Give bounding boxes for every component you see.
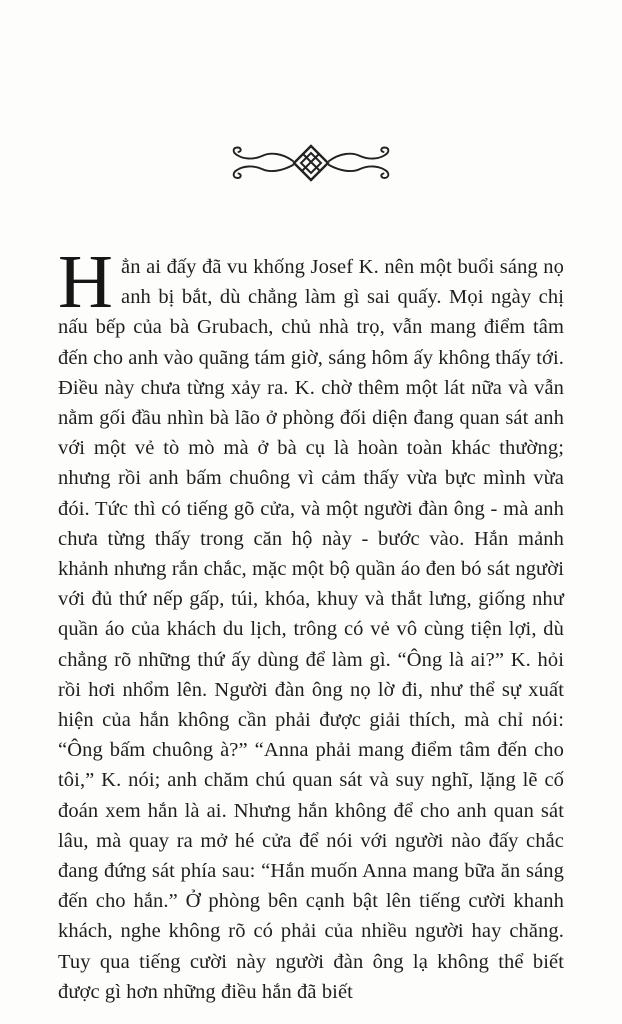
body-text: [58, 240, 564, 1007]
fleuron-icon: [222, 140, 400, 186]
fleuron-ornament: [0, 0, 622, 188]
drop-cap: H: [58, 240, 113, 324]
body-paragraph: ẳn ai đấy đã vu khống Josef K. nên một buổi sáng nọ anh bị bắt, dù chẳng làm gì sai quấy. Mọi ngày chị nấu bếp của bà Grubach, chủ nhà trọ, vẫn mang điểm tâm đến cho anh vào quãng tám giờ, sáng hôm ấy không thấy tới. Điều này chưa từng xảy ra. K. chờ thêm một lát nữa và vẫn nằm gối đầu nhìn bà lão ở phòng đối diện đang quan sát anh với một vẻ tò mò mà ở bà cụ là hoàn toàn khác thường; nhưng rồi anh bấm chuông vì cảm thấy vừa bực mình vừa đói. Tức thì có tiếng gõ cửa, và một người đàn ông - mà anh chưa từng thấy trong căn hộ này - bước vào. Hắn mảnh khảnh nhưng rắn chắc, mặc một bộ quần áo đen bó sát người với đủ thứ nếp gấp, túi, khóa, khuy và thắt lưng, giống như quần áo của khách du lịch, trông có vẻ vô cùng tiện lợi, dù chẳng rõ những thứ ấy dùng để làm gì. “Ông là ai?” K. hỏi rồi hơi nhổm lên. Người đàn ông nọ lờ đi, như thể sự xuất hiện của hắn không cần phải được giải thích, mà chỉ nói: “Ông bấm chuông à?” “Anna phải mang điểm tâm đến cho tôi,” K. nói; anh chăm chú quan sát và suy nghĩ, lặng lẽ cố đoán xem hắn là ai. Nhưng hắn không để cho anh quan sát lâu, mà quay ra mở hé cửa để nói với người nào đấy chắc đang đứng sát phía sau: “Hắn muốn Anna mang bữa ăn sáng đến cho hắn.” Ở phòng bên cạnh bật lên tiếng cười khanh khách, nghe không rõ có phải của nhiều người hay chăng. Tuy qua tiếng cười này người đàn ông lạ không thể biết được gì hơn những điều hắn đã biết: [58, 256, 564, 1003]
